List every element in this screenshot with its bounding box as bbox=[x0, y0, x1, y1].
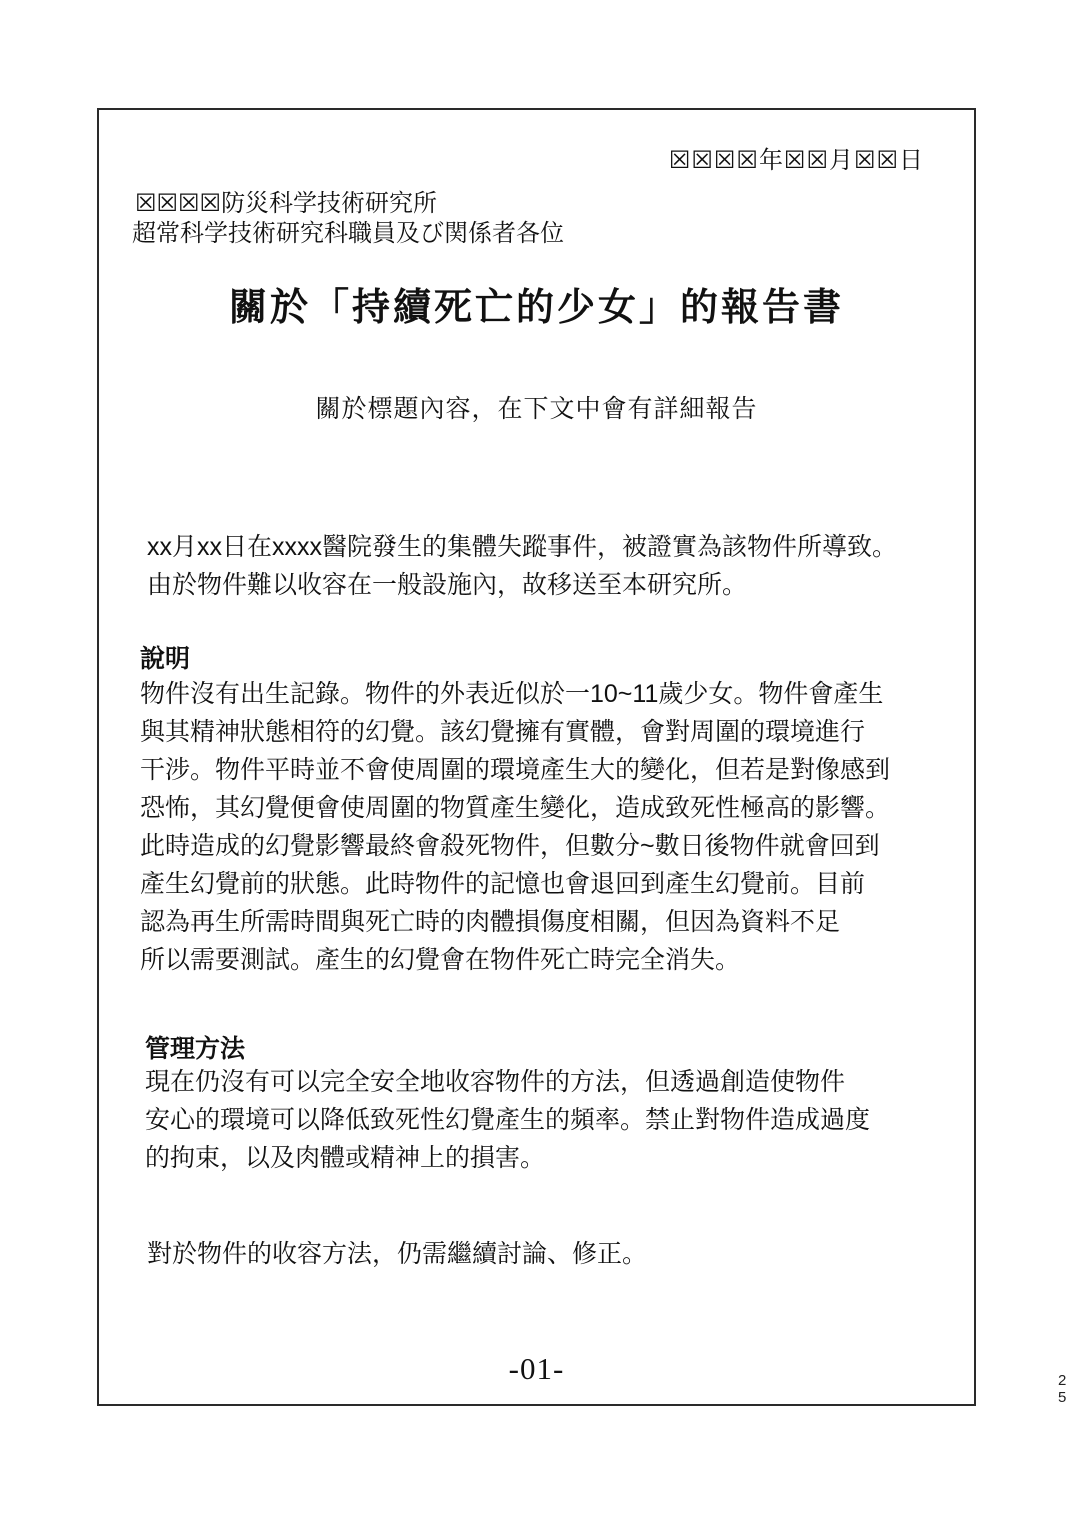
recipient-institute-line: ☒☒☒☒防災科学技術研究所 bbox=[135, 191, 438, 217]
body-line: 安心的環境可以降低致死性幻覺產生的頻率。禁止對物件造成過度 bbox=[145, 1106, 871, 1134]
body-line: 與其精神狀態相符的幻覺。該幻覺擁有實體，會對周圍的環境進行 bbox=[140, 718, 866, 746]
body-line: 產生幻覺前的狀態。此時物件的記憶也會退回到產生幻覺前。目前 bbox=[140, 870, 866, 898]
body-line: 的拘束，以及肉體或精神上的損害。 bbox=[145, 1144, 546, 1172]
section-heading-management: 管理方法 bbox=[145, 1035, 246, 1063]
body-line: 干涉。物件平時並不會使周圍的環境產生大的變化，但若是對像感到 bbox=[140, 756, 891, 784]
body-line: 所以需要測試。產生的幻覺會在物件死亡時完全消失。 bbox=[140, 946, 741, 974]
intro-paragraph bbox=[147, 528, 897, 604]
body-line: 現在仍沒有可以完全安全地收容物件的方法，但透過創造使物件 bbox=[145, 1068, 846, 1096]
body-line: 物件沒有出生記錄。物件的外表近似於一10~11歲少女。物件會產生 bbox=[140, 680, 884, 708]
page-number: -01- bbox=[508, 1351, 565, 1386]
corner-page-number bbox=[1058, 1372, 1066, 1406]
page-border-frame bbox=[97, 108, 976, 1406]
closing-remark: 對於物件的收容方法，仍需繼續討論、修正。 bbox=[147, 1240, 648, 1268]
section-heading-explanation: 說明 bbox=[140, 645, 191, 673]
intro-line: 由於物件難以收容在一般設施內，故移送至本研究所。 bbox=[147, 571, 748, 599]
date-line: ☒☒☒☒年☒☒月☒☒日 bbox=[668, 148, 924, 174]
intro-line: xx月xx日在xxxx醫院發生的集體失蹤事件，被證實為該物件所導致。 bbox=[147, 533, 898, 561]
body-line: 此時造成的幻覺影響最終會殺死物件，但數分~數日後物件就會回到 bbox=[140, 832, 880, 860]
report-title: 關於「持續死亡的少女」的報告書 bbox=[228, 287, 844, 329]
body-line: 認為再生所需時間與死亡時的肉體損傷度相關，但因為資料不足 bbox=[140, 908, 841, 936]
report-subtitle: 關於標題內容，在下文中會有詳細報告 bbox=[315, 395, 758, 423]
corner-page-number-digit: 2 bbox=[1058, 1372, 1067, 1389]
section-body-explanation bbox=[140, 675, 890, 979]
recipient-staff-line: 超常科学技術研究科職員及び関係者各位 bbox=[132, 221, 564, 247]
body-line: 恐怖，其幻覺便會使周圍的物質產生變化，造成致死性極高的影響。 bbox=[140, 794, 891, 822]
corner-page-number-digit: 5 bbox=[1058, 1389, 1067, 1406]
section-body-management bbox=[145, 1063, 870, 1177]
